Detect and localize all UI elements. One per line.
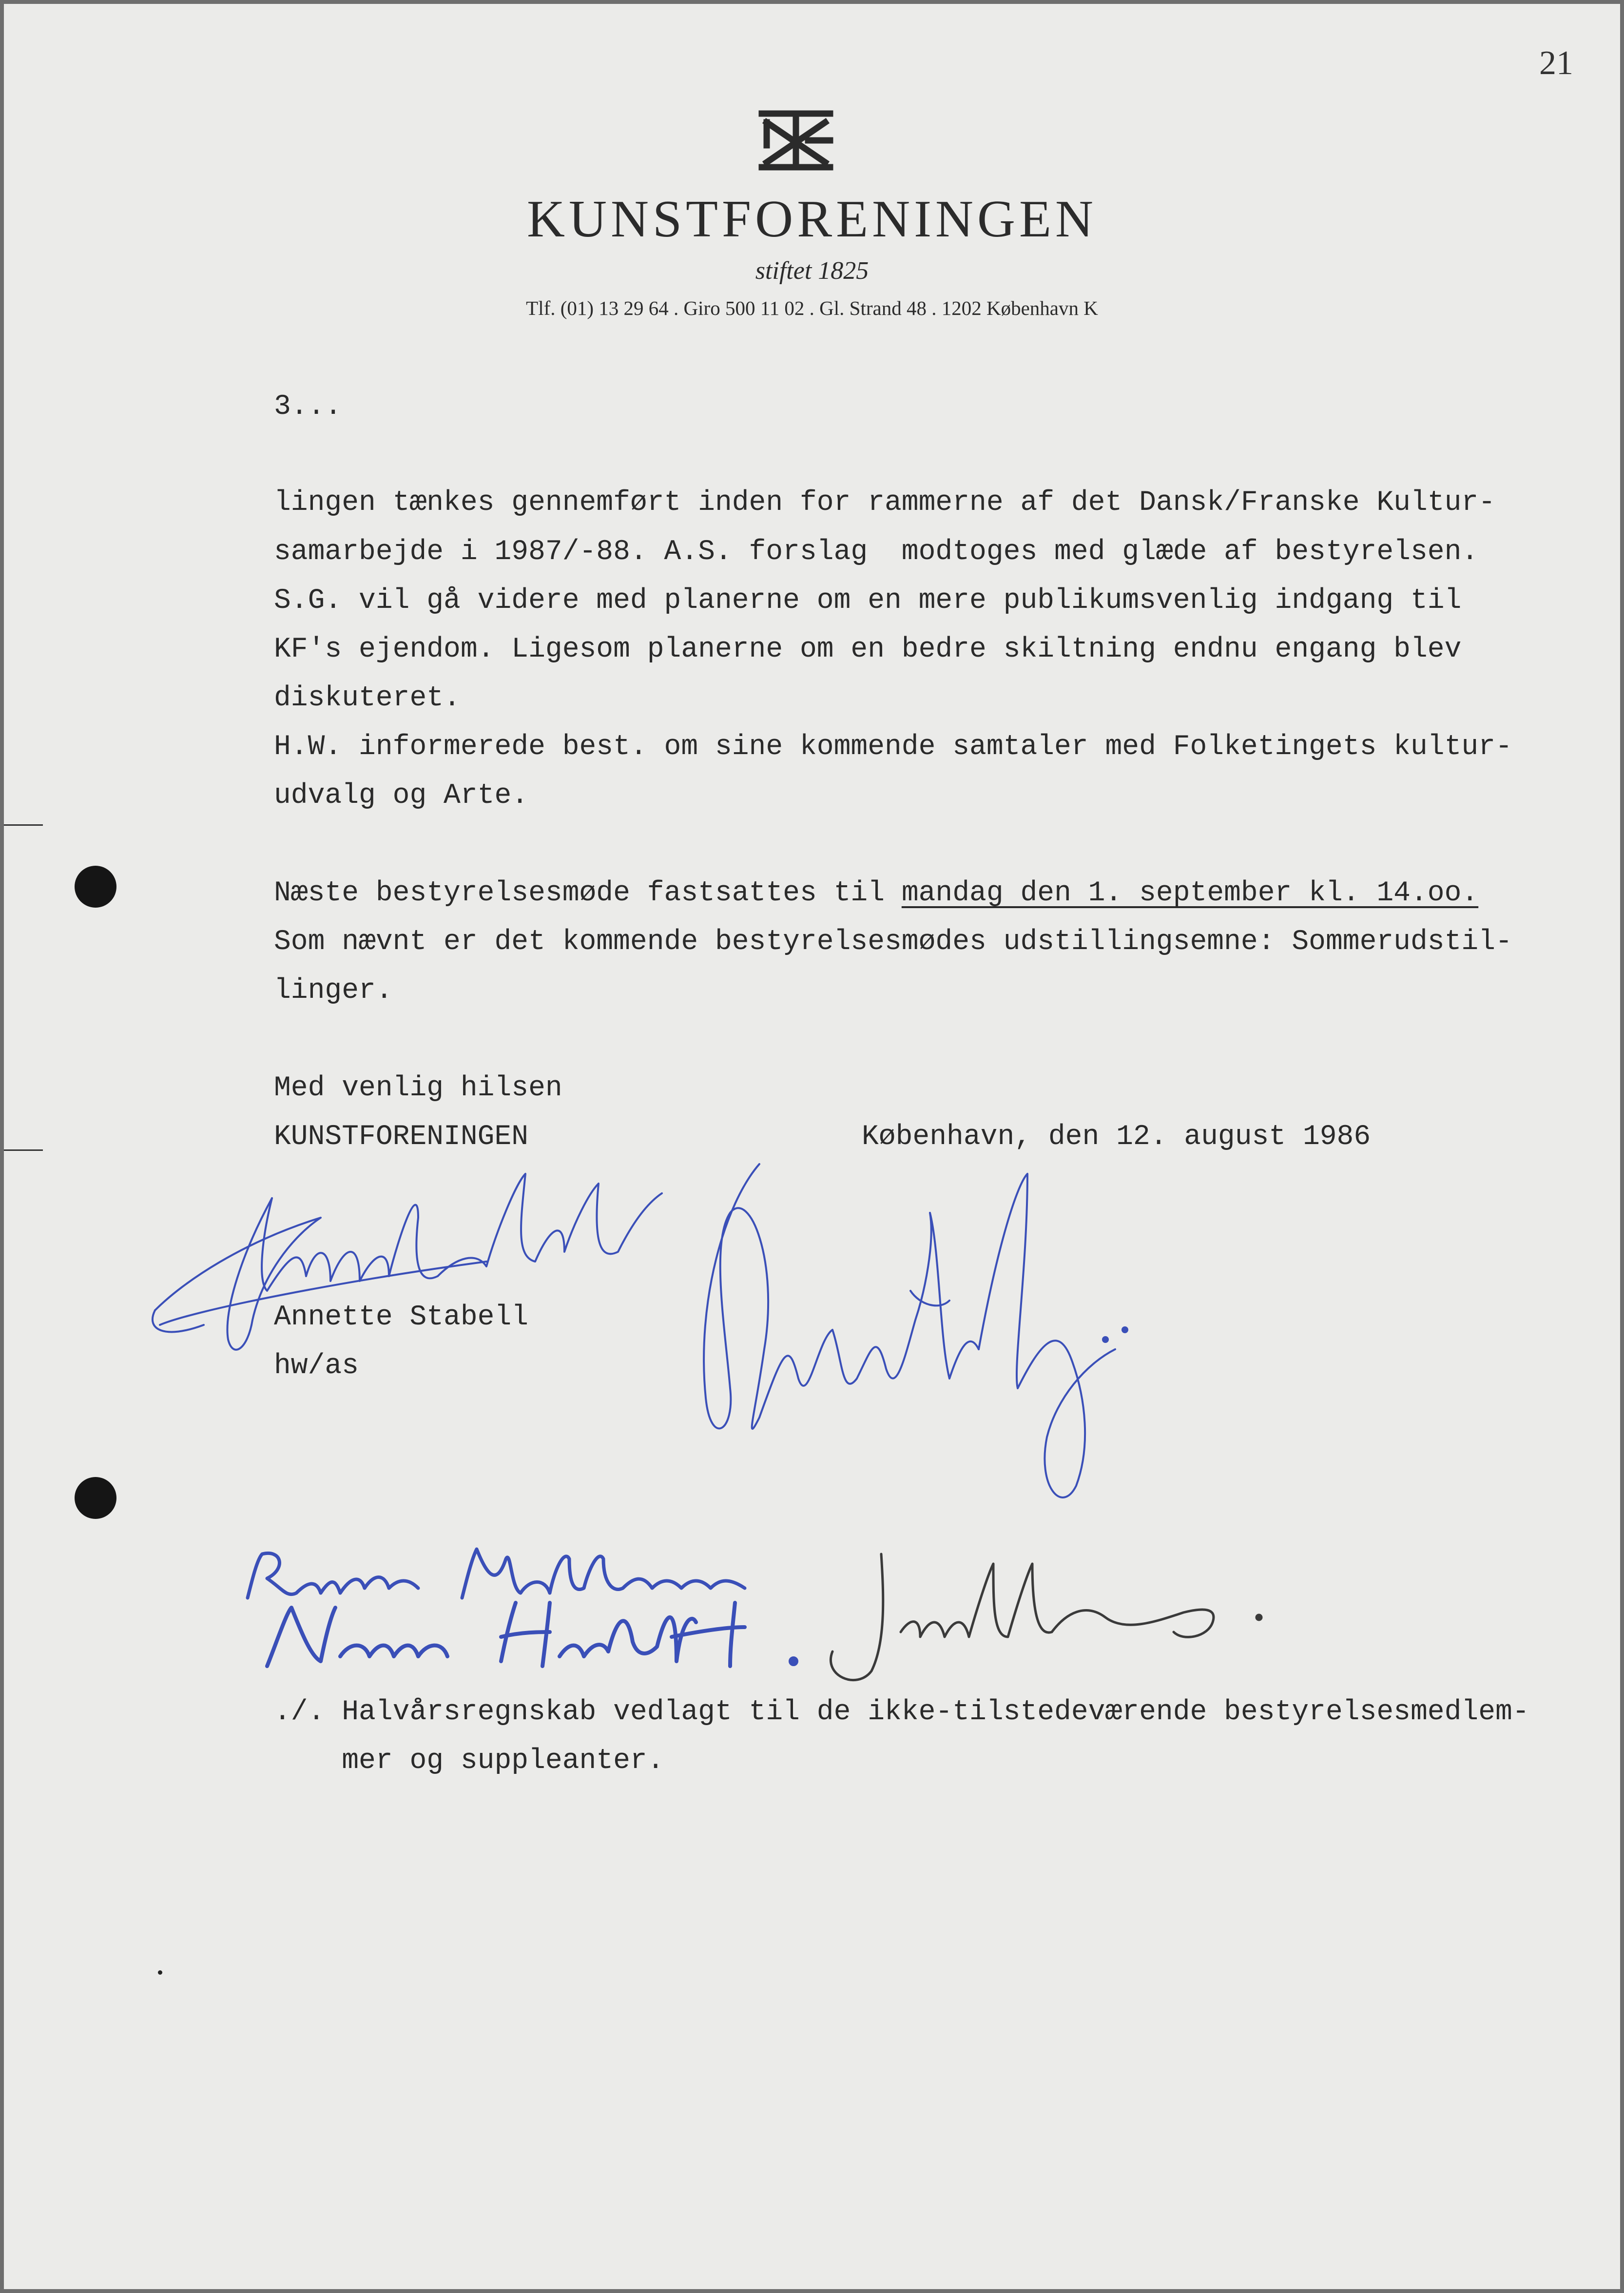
body-line: S.G. vil gå videre med planerne om en mere publikumsvenlig indgang til <box>274 585 1462 617</box>
body-line: samarbejde i 1987/-88. A.S. forslag modtoges med glæde af bestyrelsen. <box>274 536 1479 568</box>
document-page <box>4 4 1620 2289</box>
next-meeting-date: mandag den 1. september kl. 14.oo. <box>901 877 1479 909</box>
place-date: København, den 12. august 1986 <box>862 1121 1371 1153</box>
body-line: udvalg og Arte. <box>274 780 529 812</box>
body-line: linger. <box>274 975 393 1007</box>
body-line: KF's ejendom. Ligesom planerne om en bedre skiltning endnu engang blev <box>274 634 1462 665</box>
kf-logo-icon <box>752 109 840 172</box>
letterhead-contact: Tlf. (01) 13 29 64 . Giro 500 11 02 . Gl. Strand 48 . 1202 København K <box>526 297 1098 319</box>
body-line: lingen tænkes gennemført inden for rammerne af det Dansk/Franske Kultur- <box>274 487 1496 519</box>
signature-illegible-black <box>813 1544 1271 1691</box>
page-marker: 3... <box>274 391 342 423</box>
signature-annette-stabell <box>145 1164 681 1369</box>
punch-hole <box>75 1477 116 1519</box>
body-line: Som nævnt er det kommende bestyrelsesmødes udstillingsemne: Sommerudstil- <box>274 926 1512 958</box>
signature-illegible-blue <box>677 1145 1140 1525</box>
enclosure-line: mer og suppleanter. <box>274 1745 664 1777</box>
letterhead-founded: stiftet 1825 <box>755 257 869 285</box>
punch-hole <box>75 866 116 908</box>
closing-org: KUNSTFORENINGEN <box>274 1121 529 1153</box>
body-line: diskuteret. <box>274 682 461 714</box>
stray-mark <box>158 1970 162 1975</box>
signer-name: Annette Stabell <box>274 1302 529 1333</box>
letterhead-name: KUNSTFORENINGEN <box>527 190 1097 248</box>
margin-tick <box>4 824 43 826</box>
closing-greeting: Med venlig hilsen <box>274 1072 562 1104</box>
next-meeting-prefix: Næste bestyrelsesmøde fastsattes til <box>274 877 902 909</box>
margin-tick <box>4 1149 43 1151</box>
enclosure-line: ./. Halvårsregnskab vedlagt til de ikke-tilstedeværende bestyrelsesmedlem- <box>274 1696 1529 1728</box>
handwritten-page-number: 21 <box>1539 44 1573 82</box>
next-meeting-line <box>274 879 1478 908</box>
body-line: H.W. informerede best. om sine kommende samtaler med Folketingets kultur- <box>274 731 1512 763</box>
signature-nanna-hertoft <box>257 1593 803 1681</box>
signer-initials: hw/as <box>274 1350 359 1382</box>
